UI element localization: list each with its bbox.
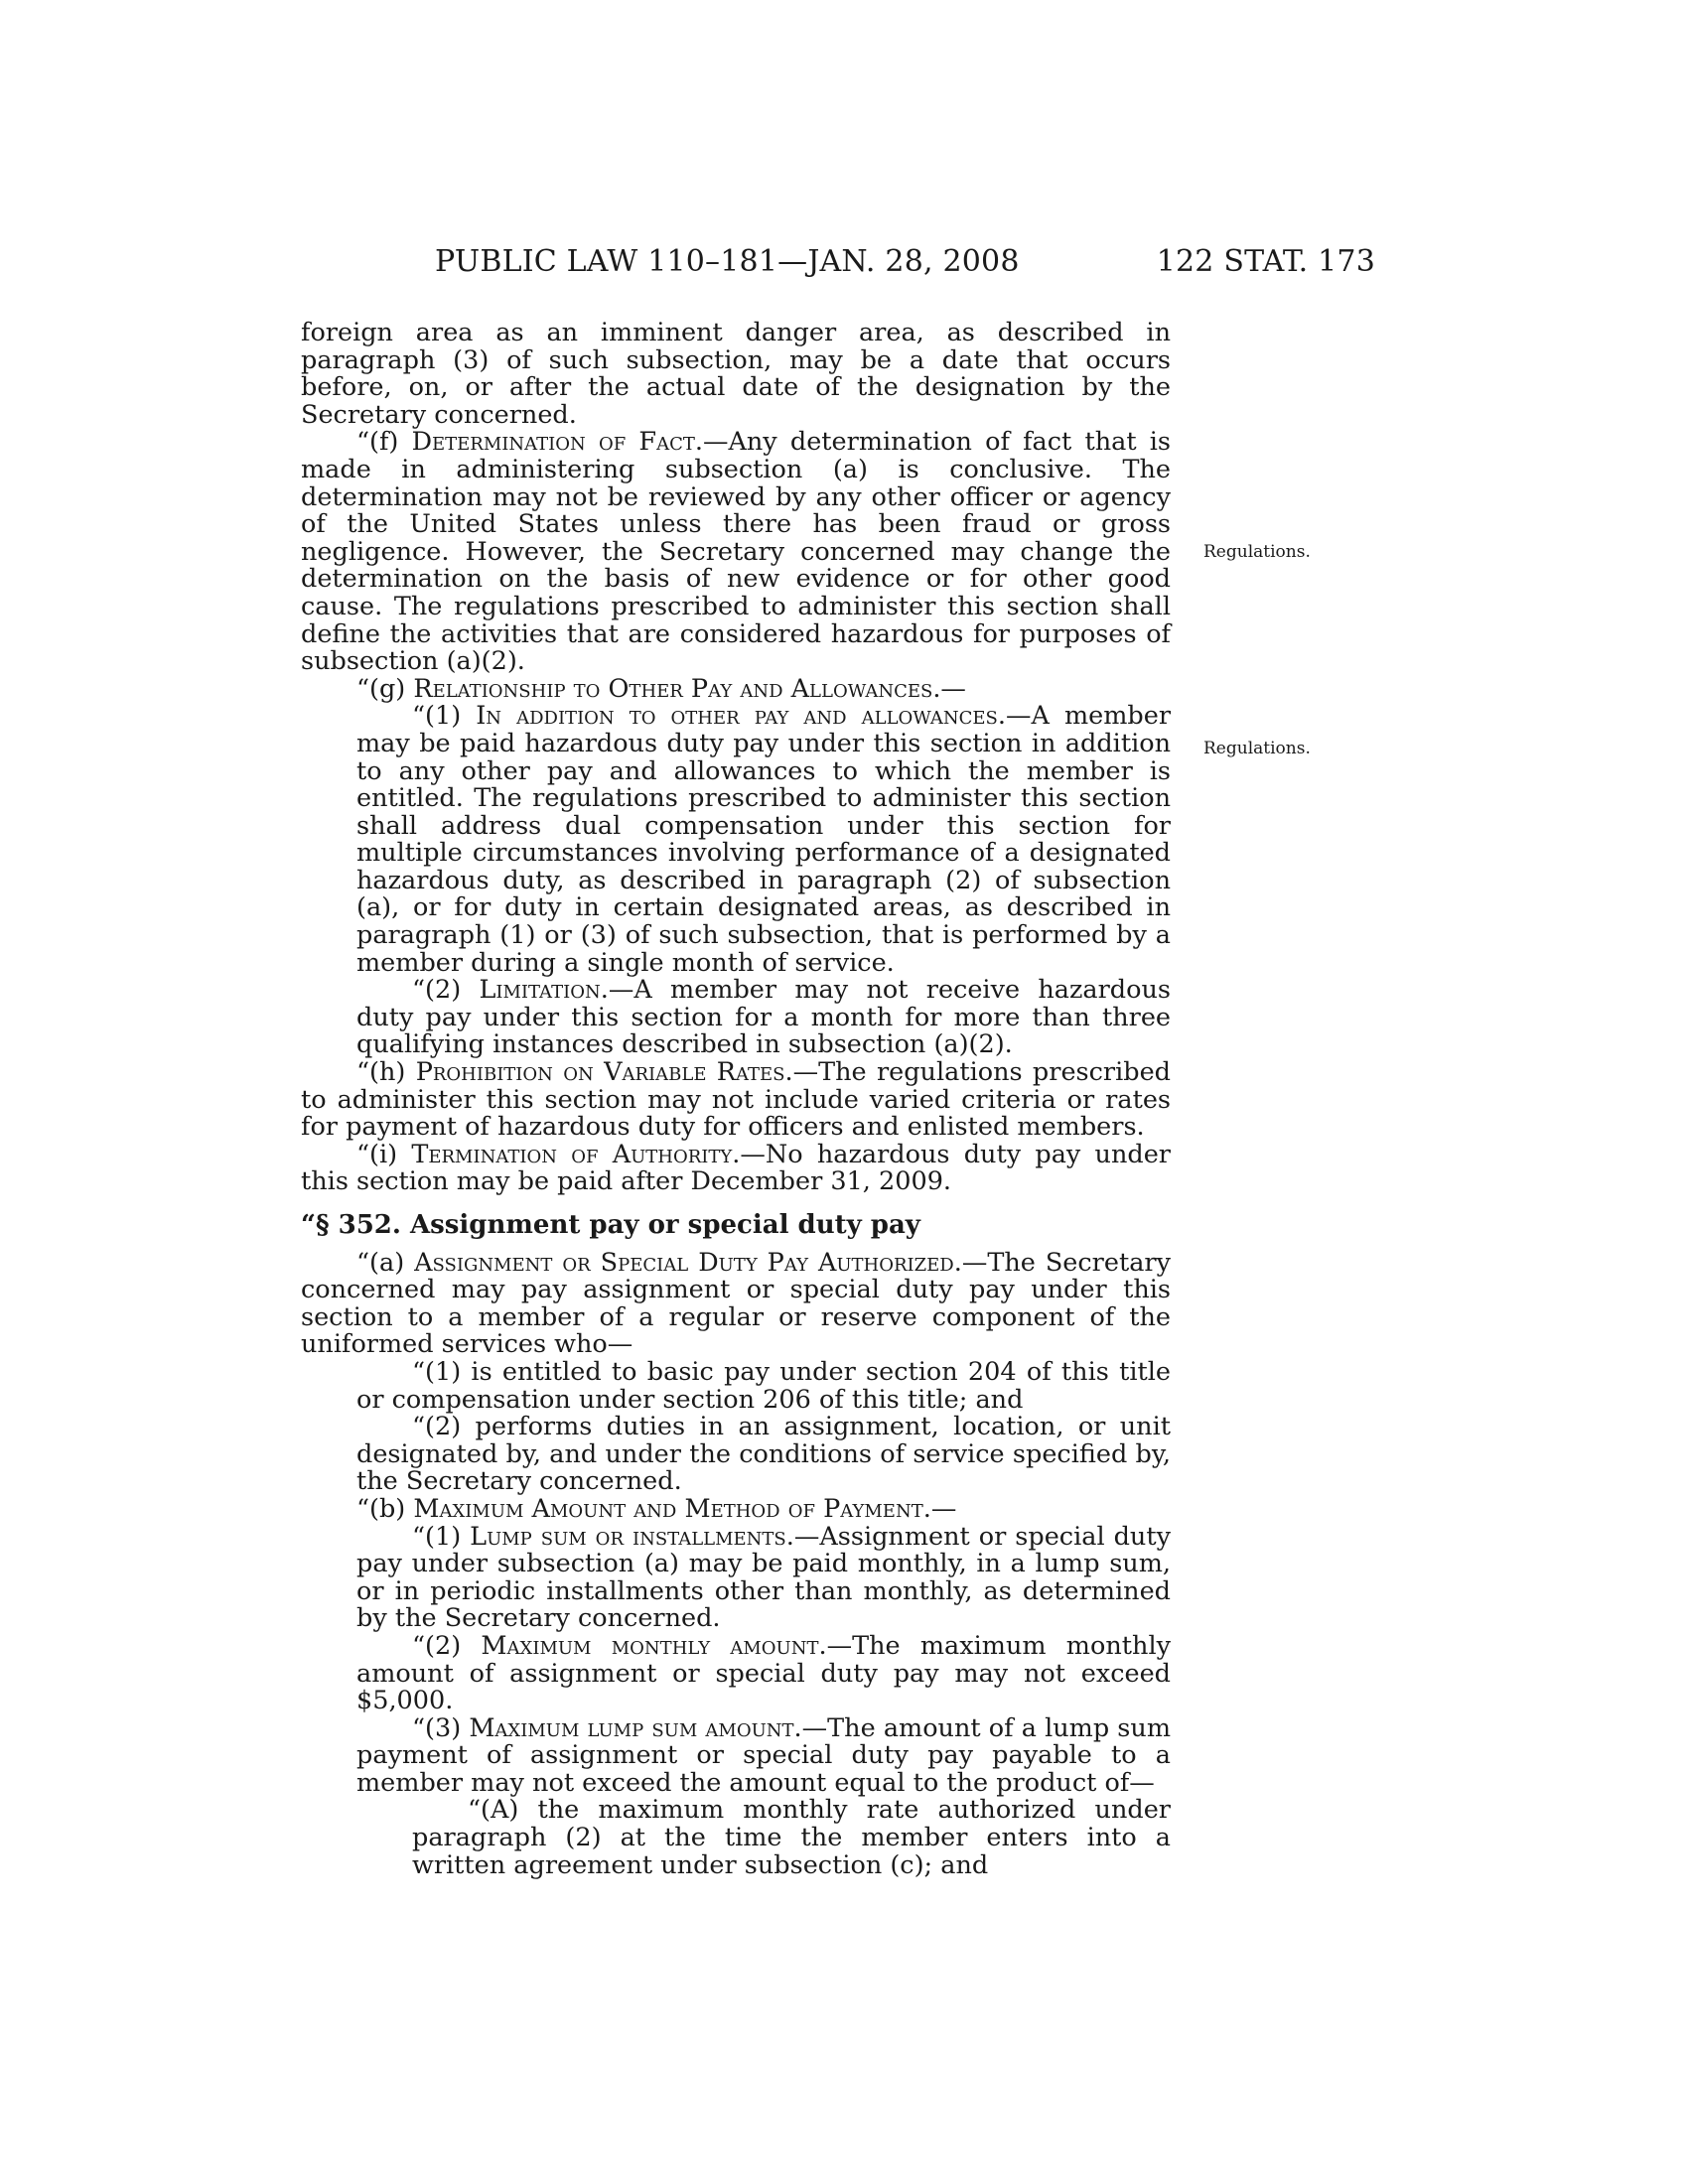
paragraph-label: “(3) xyxy=(412,1712,470,1743)
subsection-text: —Any determination of fact that is made in administering subsection (a) is conclusive. The determination may not be reviewed by any other officer or agency of the United States unless there has been fraud or gross negligence. However, the Secretary concerned may change the determination on the basis of new evidence or for other good cause. The regulations prescribed to administer this section shall define the activities that are considered hazardous for purposes of subsection (a)(2). xyxy=(301,427,1171,677)
paragraph-b-3 xyxy=(301,1712,1172,1798)
paragraph-b-2 xyxy=(301,1630,1171,1716)
subsection-text: —No hazardous duty pay under this section may be paid after December 31, 2009. xyxy=(301,1139,1171,1197)
paragraph-heading: Maximum monthly amount. xyxy=(481,1630,827,1661)
margin-note-regulations: Regulations. xyxy=(1203,739,1311,758)
document-body xyxy=(301,320,1171,1879)
subsection-heading: Determination of Fact. xyxy=(411,427,703,458)
paragraph-a-1: “(1) is entitled to basic pay under section 204 of this title or compensation under section 206 of this title; and xyxy=(356,1356,1171,1415)
subsection-f xyxy=(301,429,1171,675)
subsection-label: “(f) xyxy=(356,427,412,458)
subsection-heading: Maximum Amount and Method of Payment. xyxy=(413,1493,931,1524)
subsection-h xyxy=(301,1059,1171,1142)
subsection-a xyxy=(301,1247,1171,1360)
paragraph: foreign area as an imminent danger area, as described in paragraph (3) of such subsection, may be a date that occurs before, on, or after the actual date of the designation by the Secretary concerned. xyxy=(301,318,1171,430)
paragraph-text: —The maximum monthly amount of assignment or special duty pay may not exceed $5,000. xyxy=(356,1630,1171,1716)
subsection-heading: Relationship to Other Pay and Allowances. xyxy=(413,673,941,704)
subsection-label: “(a) xyxy=(356,1247,415,1278)
margin-note-regulations: Regulations. xyxy=(1203,542,1311,562)
running-title: PUBLIC LAW 110–181—JAN. 28, 2008 xyxy=(435,244,1020,279)
subsection-text: —The regulations prescribed to administer this section may not include varied criteria or rates for payment of hazardous duty for officers and enlisted members. xyxy=(301,1057,1171,1143)
paragraph-g-1 xyxy=(301,703,1171,977)
subsection-heading: Termination of Authority. xyxy=(411,1139,741,1169)
paragraph-text: —A member may be paid hazardous duty pay under this section in addition to any other pay and allowances to which the member is entitled. The regulations prescribed to administer this section shall address dual compensation under this section for multiple circumstances involving performance of a designated hazardous duty, as described in paragraph (2) of subsection (a), or for duty in certain designated areas, as described in paragraph (1) or (3) of such subsection, that is performed by a member during a single month of service. xyxy=(356,701,1172,978)
paragraph-label: “(1) xyxy=(412,701,477,732)
subsection-heading: Assignment or Special Duty Pay Authorized. xyxy=(414,1247,962,1278)
section-heading: “§ 352. Assignment pay or special duty pay xyxy=(301,1210,920,1240)
paragraph-heading: Limitation. xyxy=(479,975,609,1006)
paragraph-g-2 xyxy=(301,977,1171,1059)
paragraph-heading: In addition to other pay and allowances. xyxy=(476,701,1006,732)
subparagraph-b-3-A: “(A) the maximum monthly rate authorized under paragraph (2) at the time the member enters into a written agreement under subsection (c); and xyxy=(412,1795,1171,1880)
paragraph-heading: Maximum lump sum amount. xyxy=(469,1712,802,1743)
subsection-text: —The Secretary concerned may pay assignment or special duty pay under this section to a member of a regular or reserve component of the uniformed services who— xyxy=(301,1247,1171,1360)
paragraph-text: —A member may not receive hazardous duty pay under this section for a month for more than three qualifying instances described in subsection (a)(2). xyxy=(356,975,1171,1060)
paragraph-label: “(1) xyxy=(412,1521,471,1552)
subsection-g xyxy=(301,673,1171,704)
subsection-i xyxy=(301,1139,1171,1197)
paragraph-text: —Assignment or special duty pay under subsection (a) may be paid monthly, in a lump sum, or in periodic installments other than monthly, as determined by the Secretary concerned. xyxy=(356,1521,1171,1634)
subsection-label: “(b) xyxy=(356,1493,414,1524)
paragraph-b-1 xyxy=(301,1521,1171,1634)
subsection-heading: Prohibition on Variable Rates. xyxy=(415,1057,793,1088)
subsection-label: “(i) xyxy=(356,1139,412,1169)
subsection-b xyxy=(301,1493,1171,1524)
paragraph-label: “(2) xyxy=(412,1630,482,1661)
subsection-text: — xyxy=(940,673,966,704)
subsection-text: — xyxy=(930,1493,957,1524)
paragraph-label: “(2) xyxy=(412,975,480,1006)
paragraph-text: —The amount of a lump sum payment of assignment or special duty pay payable to a member may not exceed the amount equal to the product of— xyxy=(356,1712,1172,1798)
statute-page-number: 122 STAT. 173 xyxy=(1156,244,1375,279)
subsection-label: “(h) xyxy=(356,1057,416,1088)
paragraph-a-2: “(2) performs duties in an assignment, location, or unit designated by, and under the conditions of service specified by, the Secretary concerned. xyxy=(356,1412,1171,1497)
paragraph-heading: Lump sum or installments. xyxy=(470,1521,794,1552)
page-header xyxy=(435,242,1375,282)
subsection-label: “(g) xyxy=(356,673,414,704)
